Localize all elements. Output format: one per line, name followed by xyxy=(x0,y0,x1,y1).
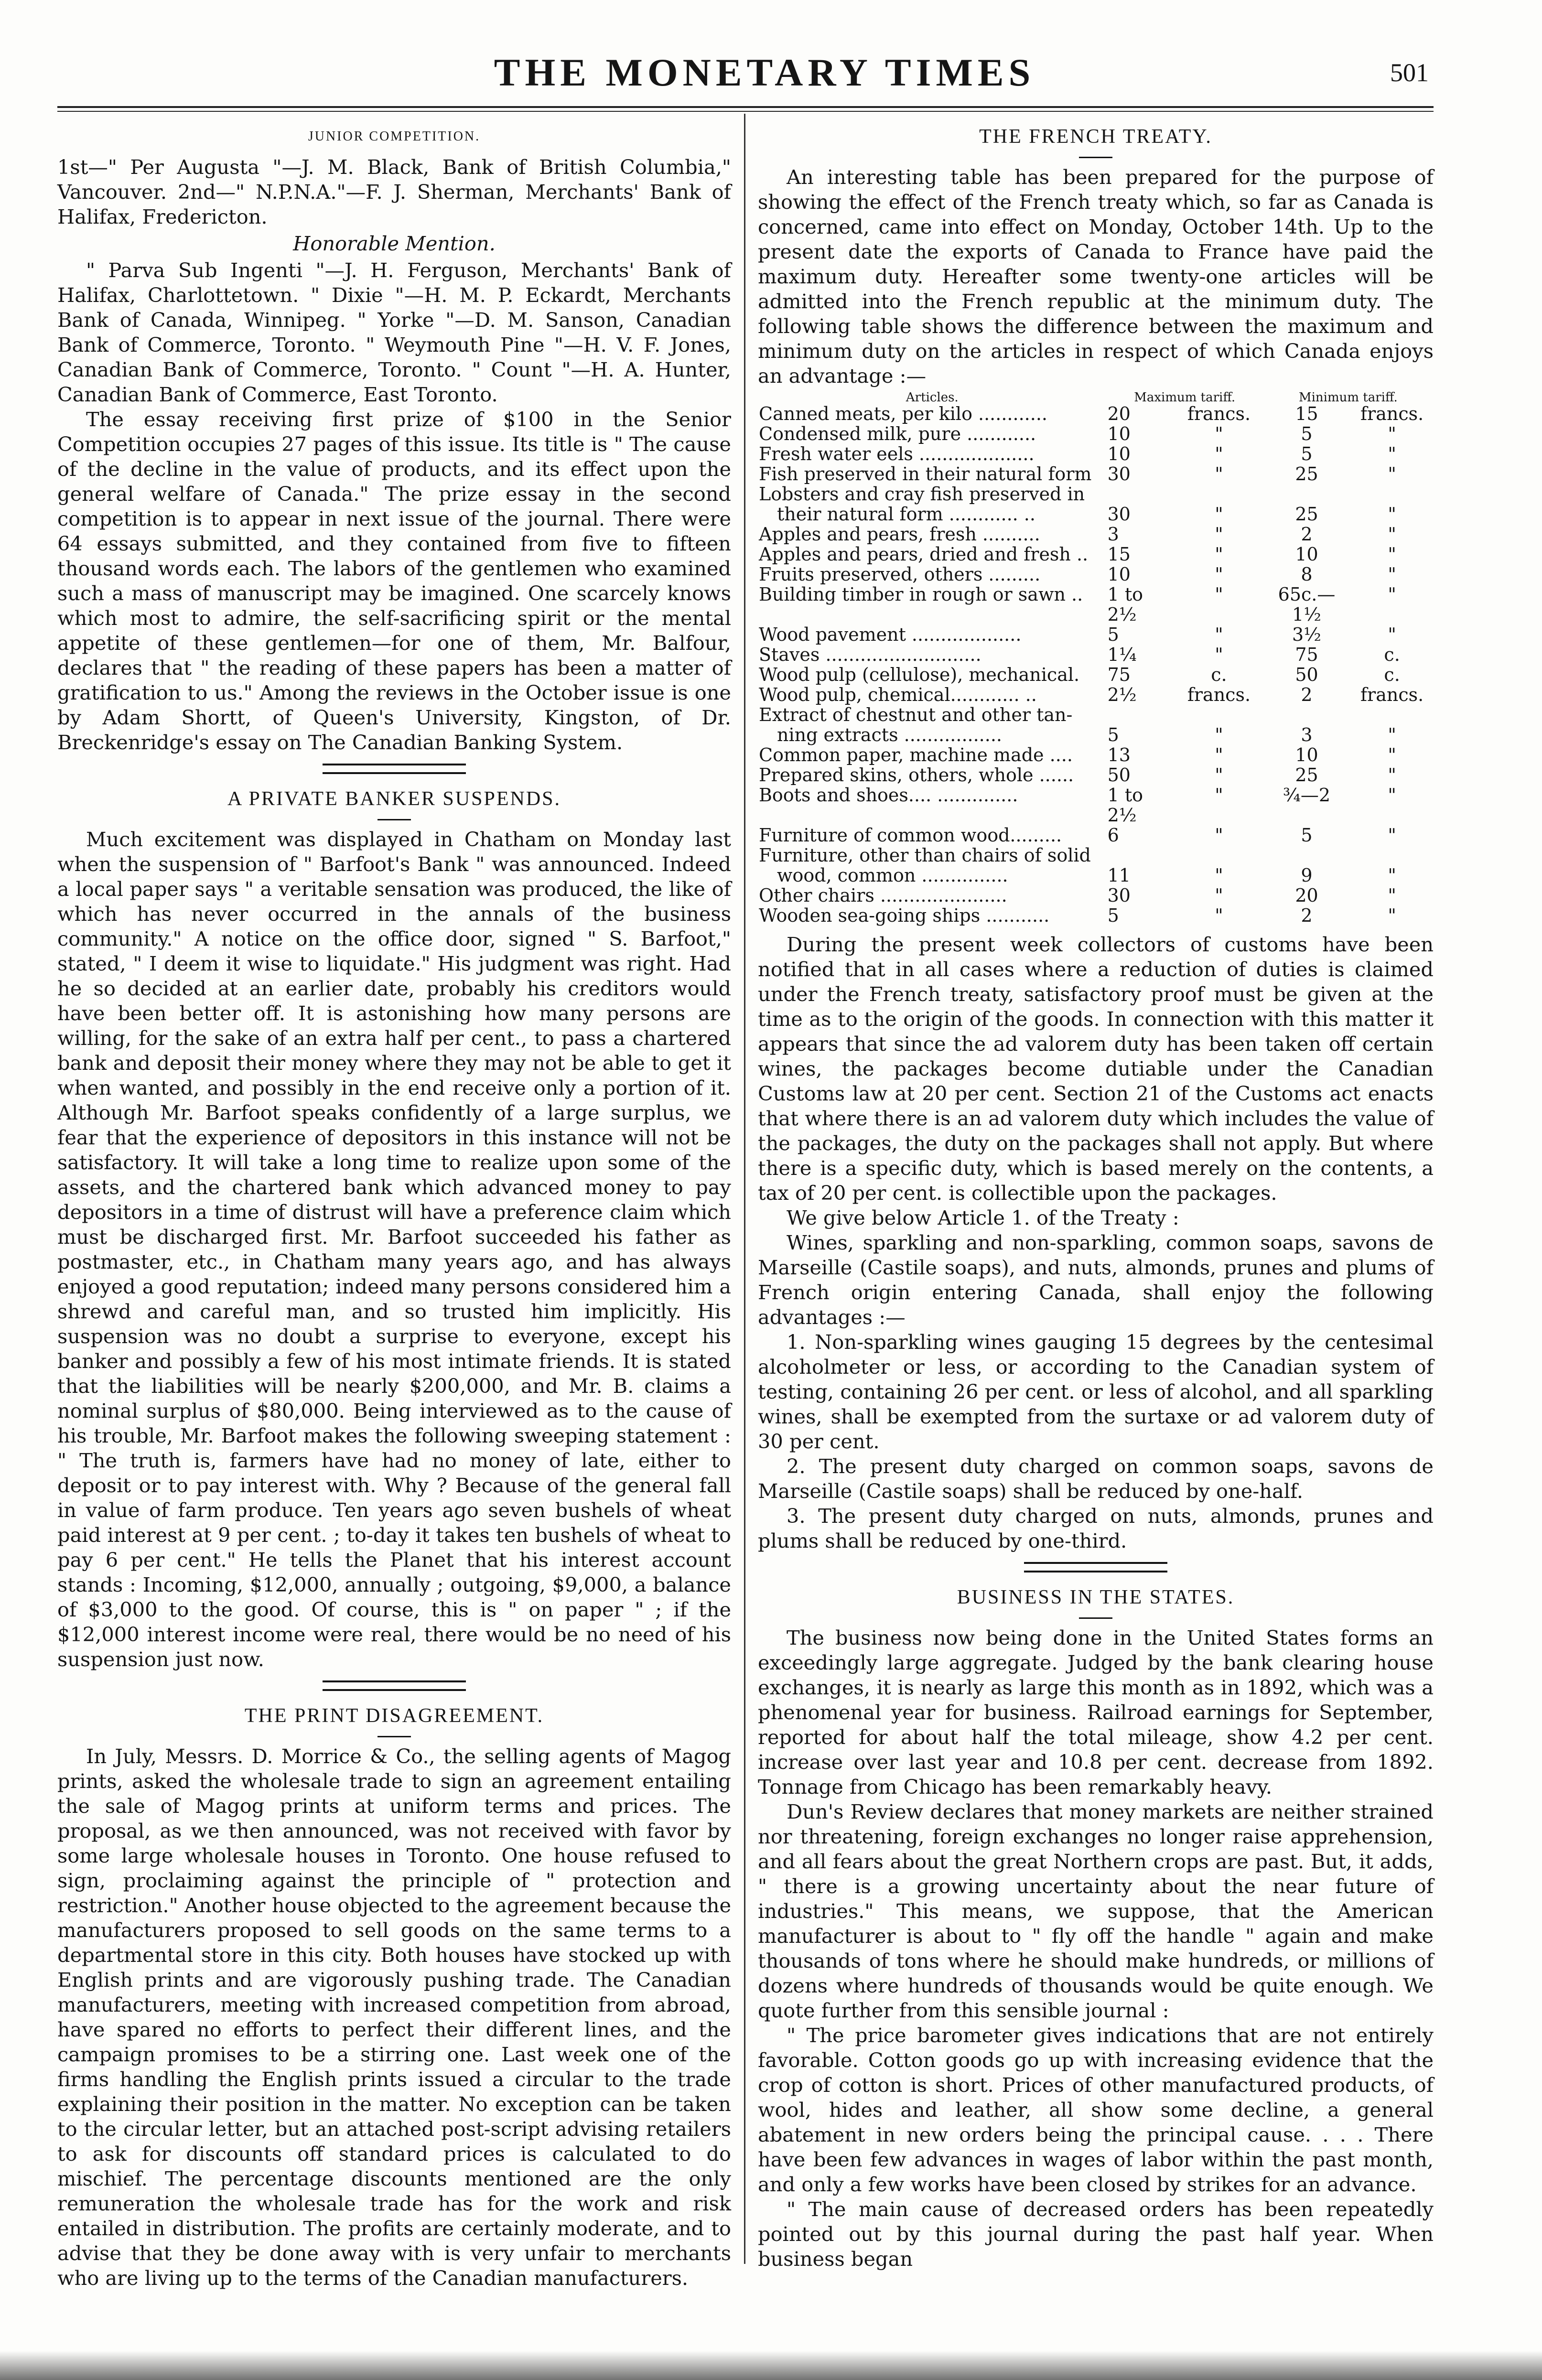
tariff-max-value: 10 xyxy=(1107,564,1131,585)
junior-winners-paragraph: 1st—" Per Augusta "—J. M. Black, Bank of British Columbia," Vancouver. 2nd—" N.P.N.A."—F. J. Sherman, Merchants' Bank of Halifax, Fredericton. xyxy=(57,155,731,228)
tariff-min-value: 25 xyxy=(1295,463,1318,485)
tariff-row xyxy=(758,725,1434,745)
tariff-article: Apples and pears, fresh .......... xyxy=(759,524,1040,545)
heading-underline xyxy=(1079,1617,1112,1619)
tariff-max-value: 10 xyxy=(1107,443,1131,464)
column-header-minimum: Minimum tariff. xyxy=(1298,390,1398,405)
section-separator xyxy=(1024,1562,1167,1572)
tariff-min-unit xyxy=(1350,845,1434,865)
tariff-min-unit: " xyxy=(1388,905,1396,926)
tariff-article: their natural form ............ .. xyxy=(777,504,1035,525)
tariff-min-value: 5 xyxy=(1301,825,1313,846)
tariff-max-value: 10 xyxy=(1107,423,1131,444)
tariff-min-unit: " xyxy=(1388,463,1396,485)
tariff-min-unit: " xyxy=(1388,544,1396,565)
tariff-max-value: 11 xyxy=(1107,865,1131,886)
tariff-min-unit: " xyxy=(1388,564,1396,585)
tariff-min-unit: " xyxy=(1388,765,1396,786)
tariff-min-value: ¾—2 xyxy=(1283,785,1330,806)
tariff-article: Building timber in rough or sawn .. xyxy=(759,584,1083,605)
tariff-min-unit: " xyxy=(1388,865,1396,886)
tariff-max-unit: " xyxy=(1215,524,1223,545)
tariff-table xyxy=(758,391,1434,926)
tariff-min-value: 25 xyxy=(1295,765,1318,786)
tariff-row xyxy=(758,504,1434,524)
masthead-rule-thin xyxy=(57,111,1434,112)
tariff-min-unit: c. xyxy=(1384,644,1400,665)
tariff-min-value: 2 xyxy=(1301,905,1313,926)
tariff-max-value: 20 xyxy=(1107,403,1131,424)
tariff-article: Wood pulp, chemical............ .. xyxy=(759,684,1037,705)
tariff-min-unit: " xyxy=(1388,423,1396,444)
tariff-max-unit xyxy=(1175,705,1263,725)
tariff-article: Extract of chestnut and other tan- xyxy=(759,704,1073,725)
masthead-rule-thick xyxy=(57,106,1434,108)
tariff-max-unit xyxy=(1175,484,1263,504)
tariff-article: Wood pavement ................... xyxy=(759,624,1022,645)
tariff-article: Condensed milk, pure ............ xyxy=(759,423,1036,444)
tariff-article: Common paper, machine made .... xyxy=(759,744,1073,765)
honorable-mention-paragraph: " Parva Sub Ingenti "—J. H. Ferguson, Merchants' Bank of Halifax, Charlottetown. " Dixie "—H. M. P. Eckardt, Merchants Bank of Canada, Winnipeg. " Yorke "—D. M. Sanson, Canadian Bank of Commerce, Toronto. " Weymouth Pine "—H. V. F. Jones, Canadian Bank of Commerce, Toronto. " Count "—H. A. Hunter, Canadian Bank of Commerce, East Toronto. xyxy=(57,258,731,406)
tariff-max-value: 13 xyxy=(1107,744,1131,765)
page-number: 501 xyxy=(1390,58,1429,87)
tariff-min-value: 3½ xyxy=(1292,624,1321,645)
tariff-min-value: 65c.—1½ xyxy=(1278,584,1336,625)
right-column xyxy=(758,124,1434,2272)
tariff-min-unit xyxy=(1350,705,1434,725)
tariff-row xyxy=(758,564,1434,584)
column-divider xyxy=(744,114,745,2264)
junior-competition-heading: JUNIOR COMPETITION. xyxy=(308,129,481,144)
left-column xyxy=(57,124,731,2291)
tariff-min-unit: " xyxy=(1388,885,1396,906)
tariff-max-unit: " xyxy=(1215,724,1223,745)
senior-competition-paragraph: The essay receiving first prize of $100 in the Senior Competition occupies 27 pages of this issue. Its title is " The cause of the decline in the value of products, and its effect upon the general welfare of Canada." The prize essay in the second competition is to appear in next issue of the journal. There were 64 essays submitted, and they contained from five to fifteen thousand words each. The labors of the gentlemen who examined such a mass of manuscript may be imagined. One scarcely knows which most to admire, the self-sacrificing spirit or the mental appetite of these gentlemen—for one of them, Mr. Balfour, declares that " the reading of these papers has been a matter of gratification to us." Among the reviews in the October issue is one by Adam Shortt, of Queen's University, Kingston, of Dr. Breckenridge's essay on The Canadian Banking System. xyxy=(57,408,731,754)
tariff-max-value: 5 xyxy=(1107,724,1119,745)
tariff-max-value xyxy=(1107,845,1175,865)
tariff-row xyxy=(758,645,1434,665)
tariff-max-value: 30 xyxy=(1107,885,1131,906)
masthead xyxy=(100,50,1429,108)
tariff-max-unit: francs. xyxy=(1187,684,1251,705)
tariff-min-value xyxy=(1263,705,1350,725)
tariff-max-unit: " xyxy=(1215,564,1223,585)
tariff-row xyxy=(758,404,1434,424)
tariff-max-unit: " xyxy=(1215,785,1223,806)
tariff-max-unit xyxy=(1175,845,1263,865)
tariff-article: Staves ........................... xyxy=(759,644,981,665)
tariff-min-value: 25 xyxy=(1295,504,1318,525)
heading-underline xyxy=(1079,157,1112,158)
tariff-min-value: 10 xyxy=(1295,544,1318,565)
tariff-max-unit: francs. xyxy=(1187,403,1251,424)
tariff-row xyxy=(758,464,1434,484)
tariff-article: Wood pulp (cellulose), mechanical. xyxy=(759,664,1080,685)
tariff-max-unit: " xyxy=(1215,624,1223,645)
tariff-max-unit: " xyxy=(1215,443,1223,464)
tariff-article: Furniture of common wood......... xyxy=(759,825,1062,846)
tariff-article: Fish preserved in their natural form xyxy=(759,463,1092,485)
heading-underline xyxy=(377,1736,411,1737)
tariff-max-value: 5 xyxy=(1107,624,1119,645)
tariff-max-value: 1 to 2½ xyxy=(1107,785,1143,826)
french-treaty-article-text: Wines, sparkling and non-sparkling, common soaps, savons de Marseille (Castile soaps), and nuts, almonds, prunes and plums of French origin entering Canada, shall enjoy the following advantages :— xyxy=(758,1231,1434,1329)
tariff-article: Canned meats, per kilo ............ xyxy=(759,403,1047,424)
tariff-min-unit xyxy=(1350,484,1434,504)
tariff-row xyxy=(758,665,1434,685)
tariff-max-unit: " xyxy=(1215,644,1223,665)
tariff-row xyxy=(758,544,1434,564)
tariff-article: Furniture, other than chairs of solid xyxy=(759,845,1091,866)
business-states-paragraph-2: Dun's Review declares that money markets are neither strained nor threatening, foreign exchanges no longer raise apprehension, and all fears about the great Northern crops are past. But, it adds, " there is a growing uncertainty about the near future of industries." This means, we suppose, that the American manufacturer is about to " fly off the handle " again and make thousands of tons where he should make hundreds, or millions of dozens where hundreds of thousands would be quite enough. We quote further from this sensible journal : xyxy=(758,1800,1434,2022)
tariff-row xyxy=(758,905,1434,926)
tariff-max-unit: " xyxy=(1215,765,1223,786)
french-treaty-clause-1: 1. Non-sparkling wines gauging 15 degrees by the centesimal alcoholmeter or less, or according to the Canadian system of testing, containing 26 per cent. or less of alcohol, and all sparkling wines, shall be exempted from the surtaxe or ad valorem duty of 30 per cent. xyxy=(758,1330,1434,1453)
tariff-article: ning extracts ................. xyxy=(777,724,1002,745)
tariff-min-unit: " xyxy=(1388,443,1396,464)
tariff-max-value: 75 xyxy=(1107,664,1131,685)
tariff-table-header xyxy=(758,391,1434,404)
tariff-article: Fruits preserved, others ......... xyxy=(759,564,1041,585)
section-separator xyxy=(323,764,466,774)
tariff-max-unit: " xyxy=(1215,423,1223,444)
private-banker-heading: A PRIVATE BANKER SUSPENDS. xyxy=(227,788,561,810)
french-treaty-heading: THE FRENCH TREATY. xyxy=(979,126,1212,148)
tariff-min-value: 5 xyxy=(1301,443,1313,464)
tariff-min-unit: " xyxy=(1388,724,1396,745)
french-treaty-customs-paragraph: During the present week collectors of customs have been notified that in all cases where a reduction of duties is claimed under the French treaty, satisfactory proof must be given at the time as to the origin of the goods. In connection with this matter it appears that since the ad valorem duty has been taken off certain wines, the packages become dutiable under the Canadian Customs law at 20 per cent. Section 21 of the Customs act enacts that where there is an ad valorem duty which includes the value of the packages, the duty on the packages shall not apply. But where there is a specific duty, which is based merely on the contents, a tax of 20 per cent. is collectible upon the packages. xyxy=(758,933,1434,1205)
business-states-paragraph-4: " The main cause of decreased orders has been repeatedly pointed out by this journal during the past half year. When business began xyxy=(758,2197,1434,2271)
private-banker-paragraph: Much excitement was displayed in Chatham on Monday last when the suspension of " Barfoot's Bank " was announced. Indeed a local paper says " a veritable sensation was produced, the like of which has never occurred in the annals of the business community." A notice on the office door, signed " S. Barfoot," stated, " I deem it wise to liquidate." His judgment was right. Had he so decided at an earlier date, probably his creditors would have been better off. It is astonishing how many persons are willing, for the sake of an extra half per cent., to pass a chartered bank and deposit their money where they may not be able to get it when wanted, and possibly in the end receive only a portion of it. Although Mr. Barfoot speaks confidently of a large surplus, we fear that the experience of depositors in this instance will not be satisfactory. It will take a long time to realize upon some of the assets, and the chartered bank which advanced money to pay depositors in a time of distrust will have a preference claim which must be discharged first. Mr. Barfoot succeeded his father as postmaster, etc., in Chatham many years ago, and has always enjoyed a good reputation; indeed many persons considered him a shrewd and careful man, and so trusted him implicitly. His suspension was no doubt a surprise to everyone, except his banker and possibly a few of his most intimate friends. It is stated that the liabilities will be nearly $200,000, and Mr. B. claims a nominal surplus of $80,000. Being interviewed as to the cause of his trouble, Mr. Barfoot makes the following sweeping statement : " The truth is, farmers have had no money of late, either to deposit or to pay interest with. Why ? Because of the general fall in value of farm produce. Ten years ago seven bushels of wheat paid interest at 9 per cent. ; to-day it takes ten bushels of wheat to pay 6 per cent." He tells the Planet that his interest account stands : Incoming, $12,000, annually ; outgoing, $9,000, a balance of $3,000 to the good. Of course, this is " on paper " ; if the $12,000 interest income were real, there would be no need of his suspension just now. xyxy=(57,828,731,1671)
tariff-max-value: 30 xyxy=(1107,504,1131,525)
honorable-mention-heading: Honorable Mention. xyxy=(293,232,496,255)
tariff-max-unit: c. xyxy=(1211,664,1227,685)
business-states-paragraph-1: The business now being done in the United States forms an exceedingly large aggregate. Judged by the bank clearing house exchanges, it is nearly as large this month as in 1892, which was a phenomenal year for business. Railroad earnings for September, reported for about half the total mileage, show 4.2 per cent. increase over last year and 10.8 per cent. decrease from 1892. Tonnage from Chicago has been remarkably heavy. xyxy=(758,1626,1434,1798)
tariff-min-unit: " xyxy=(1388,825,1396,846)
tariff-article: wood, common ............... xyxy=(777,865,1008,886)
tariff-min-value xyxy=(1263,484,1350,504)
tariff-row xyxy=(758,705,1434,725)
section-separator xyxy=(323,1680,466,1691)
tariff-min-unit: " xyxy=(1388,785,1396,806)
tariff-max-unit: " xyxy=(1215,584,1223,605)
tariff-min-unit: " xyxy=(1388,584,1396,605)
tariff-row xyxy=(758,825,1434,845)
tariff-min-value: 20 xyxy=(1295,885,1318,906)
tariff-row xyxy=(758,484,1434,504)
tariff-article: Wooden sea-going ships ........... xyxy=(759,905,1050,926)
masthead-title: THE MONETARY TIMES xyxy=(494,51,1035,94)
tariff-max-value: 50 xyxy=(1107,765,1131,786)
tariff-row xyxy=(758,524,1434,544)
tariff-max-value: 1¼ xyxy=(1107,644,1137,665)
print-disagreement-paragraph: In July, Messrs. D. Morrice & Co., the selling agents of Magog prints, asked the wholesale trade to sign an agreement entailing the sale of Magog prints at uniform terms and prices. The proposal, as we then announced, was not received with favor by some large wholesale houses in Toronto. One house refused to sign, proclaiming against the principle of " protection and restriction." Another house objected to the agreement because the manufacturers proposed to sell goods on the same terms to a departmental store in this city. Both houses have stocked up with English prints and are vigorously pushing trade. The Canadian manufacturers, meeting with increased competition from abroad, have spared no efforts to perfect their different lines, and the campaign promises to be a stirring one. Last week one of the firms handling the English prints issued a circular to the trade explaining their position in the matter. No exception can be taken to the circular letter, but an attached post-script advising retailers to ask for discounts off standard prices is calculated to do mischief. The percentage discounts mentioned are the only remuneration the wholesale trade has for the work and risk entailed in distribution. The profits are certainly moderate, and to advise that they be done away with is very unfair to merchants who are living up to the terms of the Canadian manufacturers. xyxy=(57,1745,731,2290)
tariff-max-value: 3 xyxy=(1107,524,1119,545)
tariff-row xyxy=(758,745,1434,765)
tariff-row xyxy=(758,625,1434,645)
tariff-max-value: 6 xyxy=(1107,825,1119,846)
french-treaty-intro: An interesting table has been prepared for the purpose of showing the effect of the French treaty which, so far as Canada is concerned, came into effect on Monday, October 14th. Up to the present date the exports of Canada to France have paid the maximum duty. Hereafter some twenty-one articles will be admitted into the French republic at the minimum duty. The following table shows the difference between the maximum and minimum duty on the articles in respect of which Canada enjoys an advantage :— xyxy=(758,165,1434,388)
tariff-min-unit: francs. xyxy=(1360,684,1424,705)
tariff-min-value: 75 xyxy=(1295,644,1318,665)
tariff-min-value: 3 xyxy=(1301,724,1313,745)
tariff-article: Prepared skins, others, whole ...... xyxy=(759,765,1074,786)
tariff-max-unit: " xyxy=(1215,865,1223,886)
tariff-row xyxy=(758,765,1434,785)
tariff-max-value: 30 xyxy=(1107,463,1131,485)
column-header-articles: Articles. xyxy=(906,390,959,405)
tariff-article: Apples and pears, dried and fresh .. xyxy=(759,544,1089,565)
tariff-min-unit: " xyxy=(1388,744,1396,765)
tariff-article: Fresh water eels .................... xyxy=(759,443,1035,464)
tariff-max-unit: " xyxy=(1215,885,1223,906)
tariff-max-value xyxy=(1107,484,1175,504)
tariff-min-value: 2 xyxy=(1301,524,1313,545)
tariff-min-value xyxy=(1263,845,1350,865)
tariff-row xyxy=(758,885,1434,905)
tariff-min-value: 50 xyxy=(1295,664,1318,685)
tariff-min-unit: francs. xyxy=(1360,403,1424,424)
french-treaty-clause-2: 2. The present duty charged on common soaps, savons de Marseille (Castile soaps) shall be reduced by one-half. xyxy=(758,1454,1434,1503)
tariff-min-unit: " xyxy=(1388,524,1396,545)
tariff-article: Lobsters and cray fish preserved in xyxy=(759,484,1085,505)
tariff-max-unit: " xyxy=(1215,463,1223,485)
tariff-max-value: 5 xyxy=(1107,905,1119,926)
tariff-max-value xyxy=(1107,705,1175,725)
tariff-max-unit: " xyxy=(1215,825,1223,846)
tariff-max-unit: " xyxy=(1215,544,1223,565)
tariff-row xyxy=(758,424,1434,444)
tariff-max-value: 2½ xyxy=(1107,684,1137,705)
tariff-article: Boots and shoes.... .............. xyxy=(759,785,1018,806)
tariff-row xyxy=(758,845,1434,865)
tariff-min-value: 9 xyxy=(1301,865,1313,886)
scan-edge-shadow xyxy=(0,2351,1542,2380)
print-disagreement-heading: THE PRINT DISAGREEMENT. xyxy=(244,1705,544,1727)
column-header-maximum: Maximum tariff. xyxy=(1134,390,1236,405)
tariff-min-unit: " xyxy=(1388,624,1396,645)
tariff-min-value: 2 xyxy=(1301,684,1313,705)
tariff-min-value: 8 xyxy=(1301,564,1313,585)
tariff-max-value: 1 to 2½ xyxy=(1107,584,1143,625)
tariff-min-value: 15 xyxy=(1295,403,1318,424)
heading-underline xyxy=(377,819,411,820)
tariff-max-unit: " xyxy=(1215,744,1223,765)
french-treaty-article-intro: We give below Article 1. of the Treaty : xyxy=(787,1206,1179,1229)
business-states-heading: BUSINESS IN THE STATES. xyxy=(957,1586,1235,1608)
tariff-row xyxy=(758,865,1434,885)
tariff-max-unit: " xyxy=(1215,905,1223,926)
tariff-min-unit: c. xyxy=(1384,664,1400,685)
tariff-min-value: 5 xyxy=(1301,423,1313,444)
tariff-row xyxy=(758,444,1434,464)
tariff-row xyxy=(758,785,1434,825)
tariff-min-value: 10 xyxy=(1295,744,1318,765)
tariff-row xyxy=(758,584,1434,625)
tariff-max-unit: " xyxy=(1215,504,1223,525)
tariff-article: Other chairs ...................... xyxy=(759,885,1007,906)
french-treaty-clause-3: 3. The present duty charged on nuts, almonds, prunes and plums shall be reduced by one-third. xyxy=(758,1504,1434,1552)
tariff-min-unit: " xyxy=(1388,504,1396,525)
tariff-row xyxy=(758,685,1434,705)
business-states-paragraph-3: " The price barometer gives indications that are not entirely favorable. Cotton goods go up with increasing evidence that the crop of cotton is short. Prices of other manufactured products, of wool, hides and leather, all show some decline, a general abatement in new orders being the principal cause. . . . There have been few advances in wages of labor within the past month, and only a few works have been closed by strikes for an advance. xyxy=(758,2024,1434,2196)
tariff-max-value: 15 xyxy=(1107,544,1131,565)
tariff-table-body xyxy=(758,404,1434,926)
